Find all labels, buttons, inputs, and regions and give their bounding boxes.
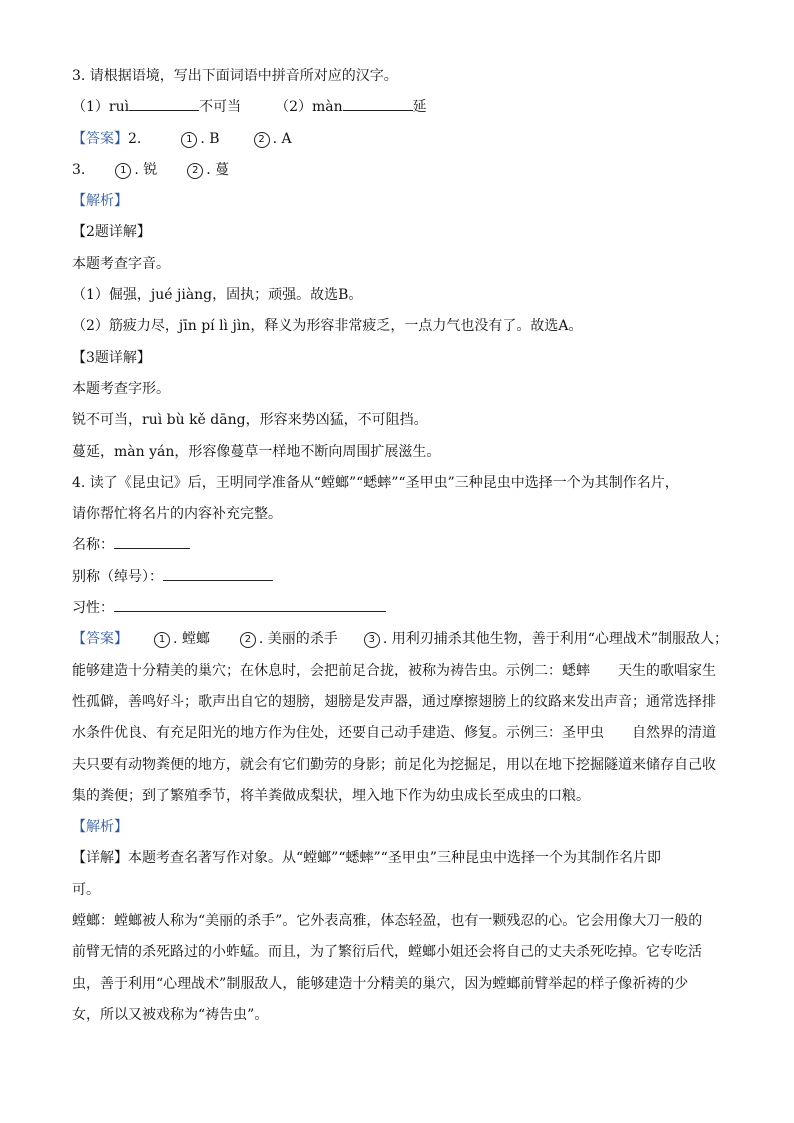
detail-tag: 【详解】 (72, 850, 128, 867)
circled-number-2-icon: 2 (187, 163, 203, 179)
answer-q3-number: 3. (72, 161, 86, 178)
q4-stem (72, 500, 732, 531)
q3-item1-blank[interactable] (129, 94, 199, 111)
q3-item1-tail: 不可当 (199, 99, 242, 116)
answer-q2 (72, 125, 732, 156)
analysis-heading (72, 187, 732, 218)
q3-item2-blank[interactable] (343, 94, 413, 111)
answer-q4-line (72, 782, 732, 813)
document-page (72, 62, 732, 1032)
q3-detail-heading (72, 344, 732, 375)
q2-detail-heading (72, 218, 732, 249)
q3-detail-text: 本题考查字形。 (72, 380, 170, 397)
mantis-text: 女，所以又被戏称为“祷告虫”。 (72, 1006, 269, 1023)
q2-detail-tag: 【2题详解】 (72, 224, 151, 241)
mantis-text: 前臂无情的杀死路过的小蚱蜢。而且，为了繁衍后代，螳螂小姐还会将自己的丈夫杀死吃掉。它专吃活 (72, 944, 702, 961)
q3-detail-line (72, 375, 732, 406)
circled-number-1-icon: 1 (181, 132, 197, 148)
detail-text: 可。 (72, 881, 100, 898)
mantis-line (72, 907, 732, 938)
circled-number-3-icon: 3 (364, 632, 380, 648)
answer-q4-text: 能够建造十分精美的巢穴；在休息时，会把前足合拢，被称为祷告虫。示例二：蟋蟀 天生的歌唱家生 (72, 662, 716, 679)
q2-detail-text: （2）筋疲力尽，jīn pí lì jìn，释义为形容非常疲乏，一点力气也没有了。故选A。 (72, 318, 583, 335)
q4-stem (72, 469, 732, 500)
q3-items (72, 93, 732, 124)
answer-q2-option1: . B (200, 130, 220, 147)
q4-alias-row (72, 563, 732, 594)
q3-item2-label: （2）màn (275, 99, 343, 116)
detail-row (72, 876, 732, 907)
mantis-line (72, 970, 732, 1001)
answer-q4-option2: . 美丽的杀手 (258, 631, 338, 648)
q3-item2-tail: 延 (412, 99, 427, 116)
q4-alias-blank[interactable] (163, 564, 273, 581)
q3-detail-line (72, 406, 732, 437)
answer-q4-text: 集的粪便；到了繁殖季节，将羊粪做成梨状，埋入地下作为幼虫成长至成虫的口粮。 (72, 787, 590, 804)
analysis-tag: 【解析】 (72, 193, 128, 210)
answer-q4-line (72, 751, 732, 782)
q4-alias-label: 别称（绰号）： (72, 568, 163, 585)
mantis-line (72, 1001, 732, 1032)
q3-detail-text: 蔓延，màn yán，形容像蔓草一样地不断向周围扩展滋生。 (72, 443, 441, 460)
q2-detail-line (72, 281, 732, 312)
q4-name-row (72, 531, 732, 562)
answer-q4-text: 水条件优良、有充足阳光的地方作为住处，还要自己动手建造、修复。示例三：圣甲虫 自然界的清道 (72, 725, 716, 742)
q4-name-blank[interactable] (114, 532, 190, 549)
q2-detail-line (72, 250, 732, 281)
q3-item1-label: （1）ruì (72, 99, 130, 116)
answer-q4-line (72, 688, 732, 719)
answer-q4-option3: . 用利刃捕杀其他生物，善于利用“心理战术”制服敌人； (382, 631, 729, 648)
answer-q4-line (72, 719, 732, 750)
q4-stem-text: 4. 读了《昆虫记》后，王明同学准备从“螳螂”“蟋蟀”“圣甲虫”三种昆虫中选择一个为其制作名片， (72, 474, 679, 491)
q4-name-label: 名称： (72, 537, 114, 554)
answer-q4 (72, 625, 732, 656)
answer-q3-option1: . 锐 (134, 161, 158, 178)
q3-detail-tag: 【3题详解】 (72, 349, 151, 366)
q3-stem (72, 62, 732, 93)
answer-tag: 【答案】 (72, 631, 128, 648)
detail-text: 本题考查名著写作对象。从“螳螂”“蟋蟀”“圣甲虫”三种昆虫中选择一个为其制作名片即 (128, 850, 661, 867)
detail-row (72, 844, 732, 875)
analysis-heading (72, 813, 732, 844)
answer-q4-line (72, 657, 732, 688)
circled-number-2-icon: 2 (254, 132, 270, 148)
answer-q4-text: 夫只要有动物粪便的地方，就会有它们勤劳的身影；前足化为挖掘足，用以在地下挖掘隧道来储存自己收 (72, 756, 716, 773)
q3-detail-text: 锐不可当，ruì bù kě dāng，形容来势凶猛，不可阻挡。 (72, 412, 428, 429)
circled-number-2-icon: 2 (240, 632, 256, 648)
q3-detail-line (72, 438, 732, 469)
answer-q2-number: 2. (128, 130, 142, 147)
answer-tag: 【答案】 (72, 130, 128, 147)
circled-number-1-icon: 1 (154, 632, 170, 648)
mantis-text: 螳螂：螳螂被人称为“美丽的杀手”。它外表高雅，体态轻盈，也有一颗残忍的心。它会用像大刀一般的 (72, 913, 703, 930)
answer-q3-option2: . 蔓 (206, 161, 230, 178)
q2-detail-line (72, 312, 732, 343)
q4-habit-row (72, 594, 732, 625)
q4-habit-blank[interactable] (114, 595, 386, 612)
answer-q3 (72, 156, 732, 187)
answer-q4-text: 性孤僻，善鸣好斗；歌声出自它的翅膀，翅膀是发声器，通过摩擦翅膀上的纹路来发出声音；通常选择排 (72, 693, 716, 710)
analysis-tag: 【解析】 (72, 819, 128, 836)
q2-detail-text: 本题考查字音。 (72, 255, 170, 272)
q3-stem-text: 3. 请根据语境，写出下面词语中拼音所对应的汉字。 (72, 68, 398, 84)
answer-q2-option2: . A (272, 130, 292, 147)
circled-number-1-icon: 1 (115, 163, 131, 179)
answer-q4-option1: . 螳螂 (173, 631, 210, 648)
mantis-line (72, 938, 732, 969)
mantis-text: 虫，善于利用“心理战术”制服敌人，能够建造十分精美的巢穴，因为螳螂前臂举起的样子像祈祷的少 (72, 975, 689, 992)
q4-stem-text: 请你帮忙将名片的内容补充完整。 (72, 506, 282, 523)
q2-detail-text: （1）倔强，jué jiàng，固执；顽强。故选B。 (72, 287, 363, 304)
q4-habit-label: 习性： (72, 600, 114, 617)
